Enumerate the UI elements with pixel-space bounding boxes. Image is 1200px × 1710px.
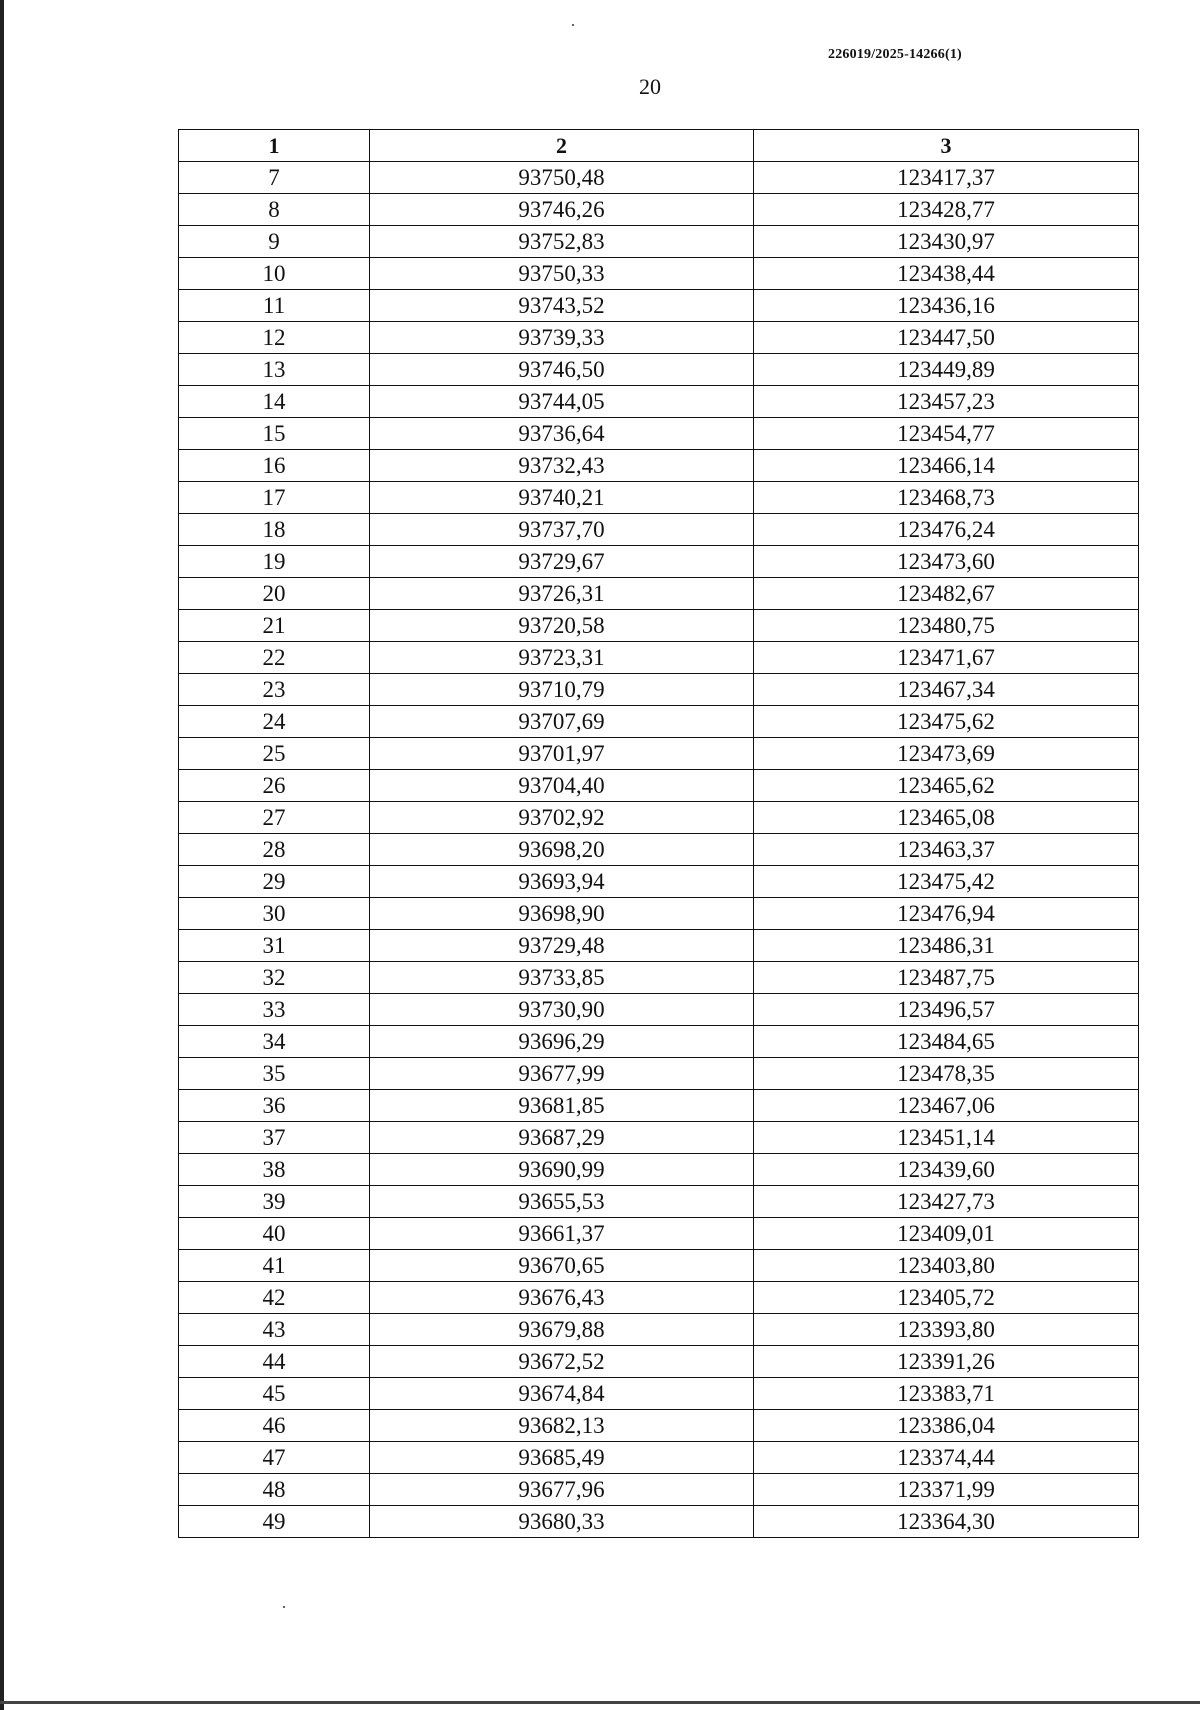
table-row (179, 962, 1139, 994)
table-row (179, 354, 1139, 386)
point-number-cell: 15 (179, 418, 370, 450)
y-coordinate-cell: 123417,37 (754, 162, 1139, 194)
y-coordinate-cell: 123457,23 (754, 386, 1139, 418)
point-number-cell: 30 (179, 898, 370, 930)
y-coordinate-cell: 123364,30 (754, 1506, 1139, 1538)
x-coordinate-cell: 93681,85 (370, 1090, 754, 1122)
x-coordinate-cell: 93655,53 (370, 1186, 754, 1218)
point-number-cell: 48 (179, 1474, 370, 1506)
table-row (179, 546, 1139, 578)
y-coordinate-cell: 123449,89 (754, 354, 1139, 386)
x-coordinate-cell: 93729,67 (370, 546, 754, 578)
table-header-row (179, 130, 1139, 162)
x-coordinate-cell: 93750,33 (370, 258, 754, 290)
y-coordinate-cell: 123484,65 (754, 1026, 1139, 1058)
table-row (179, 706, 1139, 738)
point-number-cell: 39 (179, 1186, 370, 1218)
point-number-cell: 14 (179, 386, 370, 418)
point-number-cell: 32 (179, 962, 370, 994)
y-coordinate-cell: 123465,08 (754, 802, 1139, 834)
x-coordinate-cell: 93687,29 (370, 1122, 754, 1154)
x-coordinate-cell: 93750,48 (370, 162, 754, 194)
point-number-cell: 19 (179, 546, 370, 578)
point-number-cell: 29 (179, 866, 370, 898)
point-number-cell: 17 (179, 482, 370, 514)
table-row (179, 802, 1139, 834)
y-coordinate-cell: 123386,04 (754, 1410, 1139, 1442)
table-row (179, 1154, 1139, 1186)
table-row (179, 1250, 1139, 1282)
y-coordinate-cell: 123447,50 (754, 322, 1139, 354)
point-number-cell: 40 (179, 1218, 370, 1250)
y-coordinate-cell: 123482,67 (754, 578, 1139, 610)
point-number-cell: 45 (179, 1378, 370, 1410)
table-row (179, 1410, 1139, 1442)
table-row (179, 866, 1139, 898)
point-number-cell: 27 (179, 802, 370, 834)
point-number-cell: 23 (179, 674, 370, 706)
x-coordinate-cell: 93720,58 (370, 610, 754, 642)
table-row (179, 578, 1139, 610)
point-number-cell: 13 (179, 354, 370, 386)
table-row (179, 418, 1139, 450)
x-coordinate-cell: 93726,31 (370, 578, 754, 610)
table-row (179, 1218, 1139, 1250)
table-row (179, 1442, 1139, 1474)
y-coordinate-cell: 123476,94 (754, 898, 1139, 930)
table-row (179, 162, 1139, 194)
point-number-cell: 31 (179, 930, 370, 962)
table-row (179, 1474, 1139, 1506)
table-row (179, 322, 1139, 354)
x-coordinate-cell: 93723,31 (370, 642, 754, 674)
point-number-cell: 7 (179, 162, 370, 194)
x-coordinate-cell: 93730,90 (370, 994, 754, 1026)
x-coordinate-cell: 93752,83 (370, 226, 754, 258)
column-header-2: 2 (370, 130, 754, 162)
y-coordinate-cell: 123463,37 (754, 834, 1139, 866)
point-number-cell: 24 (179, 706, 370, 738)
point-number-cell: 43 (179, 1314, 370, 1346)
y-coordinate-cell: 123486,31 (754, 930, 1139, 962)
x-coordinate-cell: 93707,69 (370, 706, 754, 738)
y-coordinate-cell: 123439,60 (754, 1154, 1139, 1186)
y-coordinate-cell: 123409,01 (754, 1218, 1139, 1250)
x-coordinate-cell: 93736,64 (370, 418, 754, 450)
y-coordinate-cell: 123405,72 (754, 1282, 1139, 1314)
table-row (179, 1346, 1139, 1378)
x-coordinate-cell: 93702,92 (370, 802, 754, 834)
y-coordinate-cell: 123430,97 (754, 226, 1139, 258)
x-coordinate-cell: 93737,70 (370, 514, 754, 546)
table-row (179, 1282, 1139, 1314)
scan-speck (572, 24, 574, 26)
x-coordinate-cell: 93698,90 (370, 898, 754, 930)
y-coordinate-cell: 123465,62 (754, 770, 1139, 802)
point-number-cell: 12 (179, 322, 370, 354)
y-coordinate-cell: 123471,67 (754, 642, 1139, 674)
point-number-cell: 22 (179, 642, 370, 674)
x-coordinate-cell: 93744,05 (370, 386, 754, 418)
x-coordinate-cell: 93729,48 (370, 930, 754, 962)
x-coordinate-cell: 93701,97 (370, 738, 754, 770)
table-row (179, 386, 1139, 418)
y-coordinate-cell: 123403,80 (754, 1250, 1139, 1282)
table-row (179, 450, 1139, 482)
y-coordinate-cell: 123473,69 (754, 738, 1139, 770)
y-coordinate-cell: 123371,99 (754, 1474, 1139, 1506)
x-coordinate-cell: 93679,88 (370, 1314, 754, 1346)
point-number-cell: 18 (179, 514, 370, 546)
table-row (179, 994, 1139, 1026)
x-coordinate-cell: 93732,43 (370, 450, 754, 482)
table-body (179, 162, 1139, 1538)
x-coordinate-cell: 93733,85 (370, 962, 754, 994)
y-coordinate-cell: 123475,62 (754, 706, 1139, 738)
y-coordinate-cell: 123468,73 (754, 482, 1139, 514)
table-row (179, 610, 1139, 642)
page-number: 20 (639, 74, 661, 99)
table-row (179, 1314, 1139, 1346)
point-number-cell: 37 (179, 1122, 370, 1154)
point-number-cell: 42 (179, 1282, 370, 1314)
y-coordinate-cell: 123427,73 (754, 1186, 1139, 1218)
y-coordinate-cell: 123475,42 (754, 866, 1139, 898)
y-coordinate-cell: 123473,60 (754, 546, 1139, 578)
table-row (179, 1026, 1139, 1058)
point-number-cell: 21 (179, 610, 370, 642)
table-row (179, 674, 1139, 706)
x-coordinate-cell: 93680,33 (370, 1506, 754, 1538)
table-row (179, 1090, 1139, 1122)
point-number-cell: 47 (179, 1442, 370, 1474)
document-number: 226019/2025-14266(1) (828, 47, 962, 62)
point-number-cell: 33 (179, 994, 370, 1026)
table-row (179, 482, 1139, 514)
table-row (179, 226, 1139, 258)
x-coordinate-cell: 93677,96 (370, 1474, 754, 1506)
point-number-cell: 49 (179, 1506, 370, 1538)
y-coordinate-cell: 123391,26 (754, 1346, 1139, 1378)
coordinates-table (178, 129, 1139, 1538)
point-number-cell: 35 (179, 1058, 370, 1090)
table-row (179, 1378, 1139, 1410)
table-row (179, 1186, 1139, 1218)
x-coordinate-cell: 93685,49 (370, 1442, 754, 1474)
table-row (179, 194, 1139, 226)
point-number-cell: 44 (179, 1346, 370, 1378)
y-coordinate-cell: 123487,75 (754, 962, 1139, 994)
point-number-cell: 38 (179, 1154, 370, 1186)
point-number-cell: 20 (179, 578, 370, 610)
point-number-cell: 10 (179, 258, 370, 290)
y-coordinate-cell: 123438,44 (754, 258, 1139, 290)
y-coordinate-cell: 123466,14 (754, 450, 1139, 482)
x-coordinate-cell: 93740,21 (370, 482, 754, 514)
x-coordinate-cell: 93696,29 (370, 1026, 754, 1058)
scan-border-left (0, 0, 4, 1710)
table-row (179, 1506, 1139, 1538)
point-number-cell: 41 (179, 1250, 370, 1282)
x-coordinate-cell: 93690,99 (370, 1154, 754, 1186)
table-row (179, 642, 1139, 674)
x-coordinate-cell: 93693,94 (370, 866, 754, 898)
x-coordinate-cell: 93677,99 (370, 1058, 754, 1090)
point-number-cell: 8 (179, 194, 370, 226)
point-number-cell: 26 (179, 770, 370, 802)
x-coordinate-cell: 93710,79 (370, 674, 754, 706)
x-coordinate-cell: 93674,84 (370, 1378, 754, 1410)
y-coordinate-cell: 123383,71 (754, 1378, 1139, 1410)
y-coordinate-cell: 123480,75 (754, 610, 1139, 642)
scan-border-bottom (0, 1701, 1200, 1704)
y-coordinate-cell: 123428,77 (754, 194, 1139, 226)
table-row (179, 1122, 1139, 1154)
point-number-cell: 36 (179, 1090, 370, 1122)
y-coordinate-cell: 123496,57 (754, 994, 1139, 1026)
point-number-cell: 25 (179, 738, 370, 770)
x-coordinate-cell: 93698,20 (370, 834, 754, 866)
point-number-cell: 16 (179, 450, 370, 482)
point-number-cell: 11 (179, 290, 370, 322)
y-coordinate-cell: 123467,06 (754, 1090, 1139, 1122)
table-row (179, 898, 1139, 930)
y-coordinate-cell: 123478,35 (754, 1058, 1139, 1090)
table-row (179, 290, 1139, 322)
table-row (179, 738, 1139, 770)
table-row (179, 834, 1139, 866)
y-coordinate-cell: 123436,16 (754, 290, 1139, 322)
point-number-cell: 28 (179, 834, 370, 866)
column-header-1: 1 (179, 130, 370, 162)
y-coordinate-cell: 123451,14 (754, 1122, 1139, 1154)
column-header-3: 3 (754, 130, 1139, 162)
x-coordinate-cell: 93743,52 (370, 290, 754, 322)
point-number-cell: 9 (179, 226, 370, 258)
x-coordinate-cell: 93739,33 (370, 322, 754, 354)
x-coordinate-cell: 93676,43 (370, 1282, 754, 1314)
coordinates-table-wrapper (178, 129, 1139, 1538)
table-row (179, 930, 1139, 962)
table-row (179, 770, 1139, 802)
x-coordinate-cell: 93704,40 (370, 770, 754, 802)
x-coordinate-cell: 93661,37 (370, 1218, 754, 1250)
y-coordinate-cell: 123454,77 (754, 418, 1139, 450)
x-coordinate-cell: 93746,26 (370, 194, 754, 226)
x-coordinate-cell: 93670,65 (370, 1250, 754, 1282)
y-coordinate-cell: 123393,80 (754, 1314, 1139, 1346)
y-coordinate-cell: 123476,24 (754, 514, 1139, 546)
x-coordinate-cell: 93682,13 (370, 1410, 754, 1442)
table-row (179, 1058, 1139, 1090)
x-coordinate-cell: 93746,50 (370, 354, 754, 386)
scan-speck (283, 1606, 285, 1608)
y-coordinate-cell: 123374,44 (754, 1442, 1139, 1474)
x-coordinate-cell: 93672,52 (370, 1346, 754, 1378)
point-number-cell: 46 (179, 1410, 370, 1442)
table-row (179, 514, 1139, 546)
y-coordinate-cell: 123467,34 (754, 674, 1139, 706)
point-number-cell: 34 (179, 1026, 370, 1058)
table-row (179, 258, 1139, 290)
